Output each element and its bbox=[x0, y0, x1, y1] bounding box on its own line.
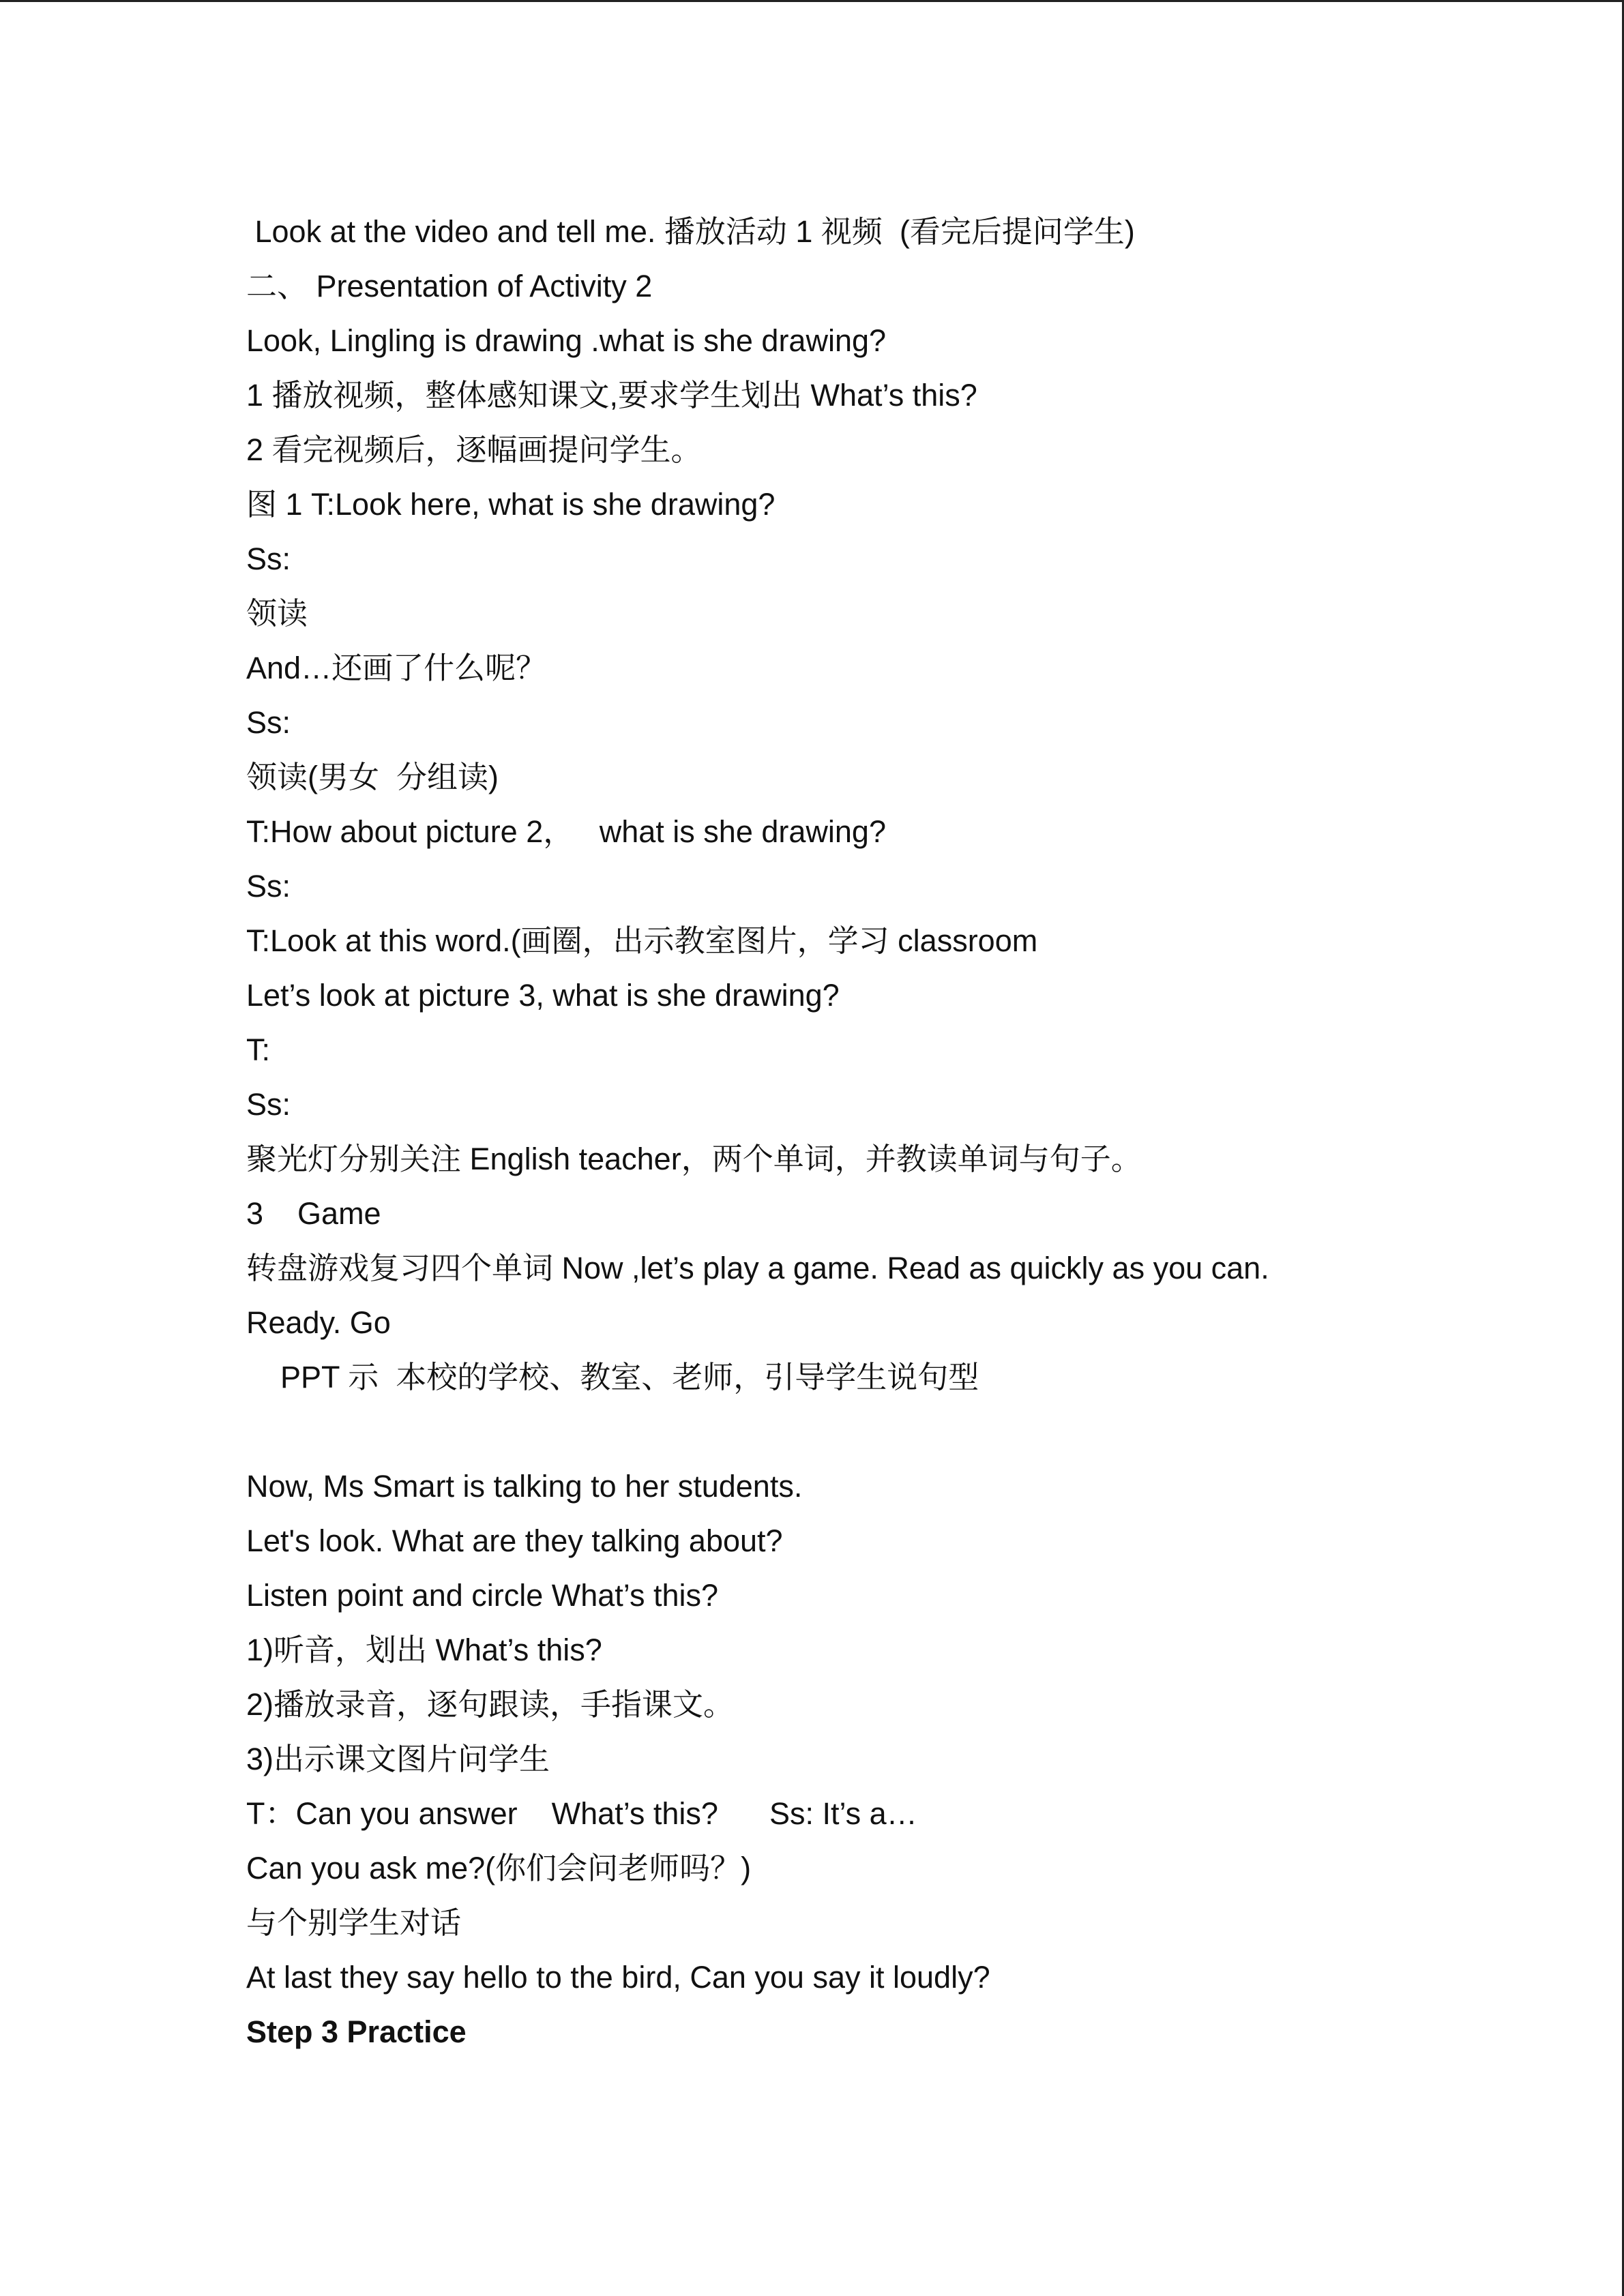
text-line: T: bbox=[246, 1032, 271, 1067]
text-line: Listen point and circle What’s this? bbox=[246, 1578, 719, 1613]
text-line: At last they say hello to the bird, Can you say it loudly? bbox=[246, 1960, 990, 1995]
text-line: Ss: bbox=[246, 869, 291, 904]
text-line: Look, Lingling is drawing .what is she drawing? bbox=[246, 323, 887, 358]
text-line: Let's look. What are they talking about? bbox=[246, 1523, 783, 1558]
text-line: PPT 示 本校的学校、教室、老师，引导学生说句型 bbox=[246, 1360, 979, 1395]
text-line: Ss: bbox=[246, 705, 291, 740]
text-line: 领读 bbox=[246, 596, 308, 631]
text-line: 2 看完视频后，逐幅画提问学生。 bbox=[246, 432, 702, 467]
text-line: Look at the video and tell me. 播放活动 1 视频 (看完后提问学生) bbox=[246, 214, 1135, 249]
text-line: 与个别学生对话 bbox=[246, 1905, 462, 1940]
text-line: And…还画了什么呢？ bbox=[246, 651, 547, 685]
text-line: 1)听音，划出 What’s this? bbox=[246, 1632, 602, 1667]
blank-line bbox=[246, 1405, 1542, 1459]
text-line: Ss: bbox=[246, 1087, 291, 1122]
text-line: Can you ask me?(你们会问老师吗？) bbox=[246, 1851, 752, 1885]
step-heading: Step 3 Practice bbox=[246, 2014, 467, 2049]
page-top-border bbox=[0, 0, 1624, 2]
text-line: 1 播放视频，整体感知课文,要求学生划出 What’s this? bbox=[246, 378, 977, 413]
text-line: 3 Game bbox=[246, 1196, 381, 1231]
text-line: T：Can you answer What’s this? Ss: It’s a… bbox=[246, 1796, 917, 1831]
text-line: Let’s look at picture 3, what is she drawing? bbox=[246, 978, 840, 1013]
text-line: 转盘游戏复习四个单词 Now ,let’s play a game. Read as quickly as you can. bbox=[246, 1251, 1269, 1285]
text-line: Ready. Go bbox=[246, 1305, 391, 1340]
text-line: Now, Ms Smart is talking to her students. bbox=[246, 1469, 803, 1504]
document-body bbox=[246, 205, 1542, 2059]
section-heading: 二、 Presentation of Activity 2 bbox=[246, 269, 653, 303]
text-line: 聚光灯分别关注 English teacher，两个单词，并教读单词与句子。 bbox=[246, 1142, 1142, 1176]
text-line: T:How about picture 2， what is she drawing? bbox=[246, 814, 886, 849]
text-line: Ss: bbox=[246, 541, 291, 576]
text-line: 领读(男女 分组读) bbox=[246, 760, 499, 794]
text-line: 图 1 T:Look here, what is she drawing? bbox=[246, 487, 776, 522]
text-line: 2)播放录音，逐句跟读，手指课文。 bbox=[246, 1687, 735, 1722]
text-line: T:Look at this word.(画圈，出示教室图片，学习 classroom bbox=[246, 923, 1038, 958]
text-line: 3)出示课文图片问学生 bbox=[246, 1742, 550, 1776]
